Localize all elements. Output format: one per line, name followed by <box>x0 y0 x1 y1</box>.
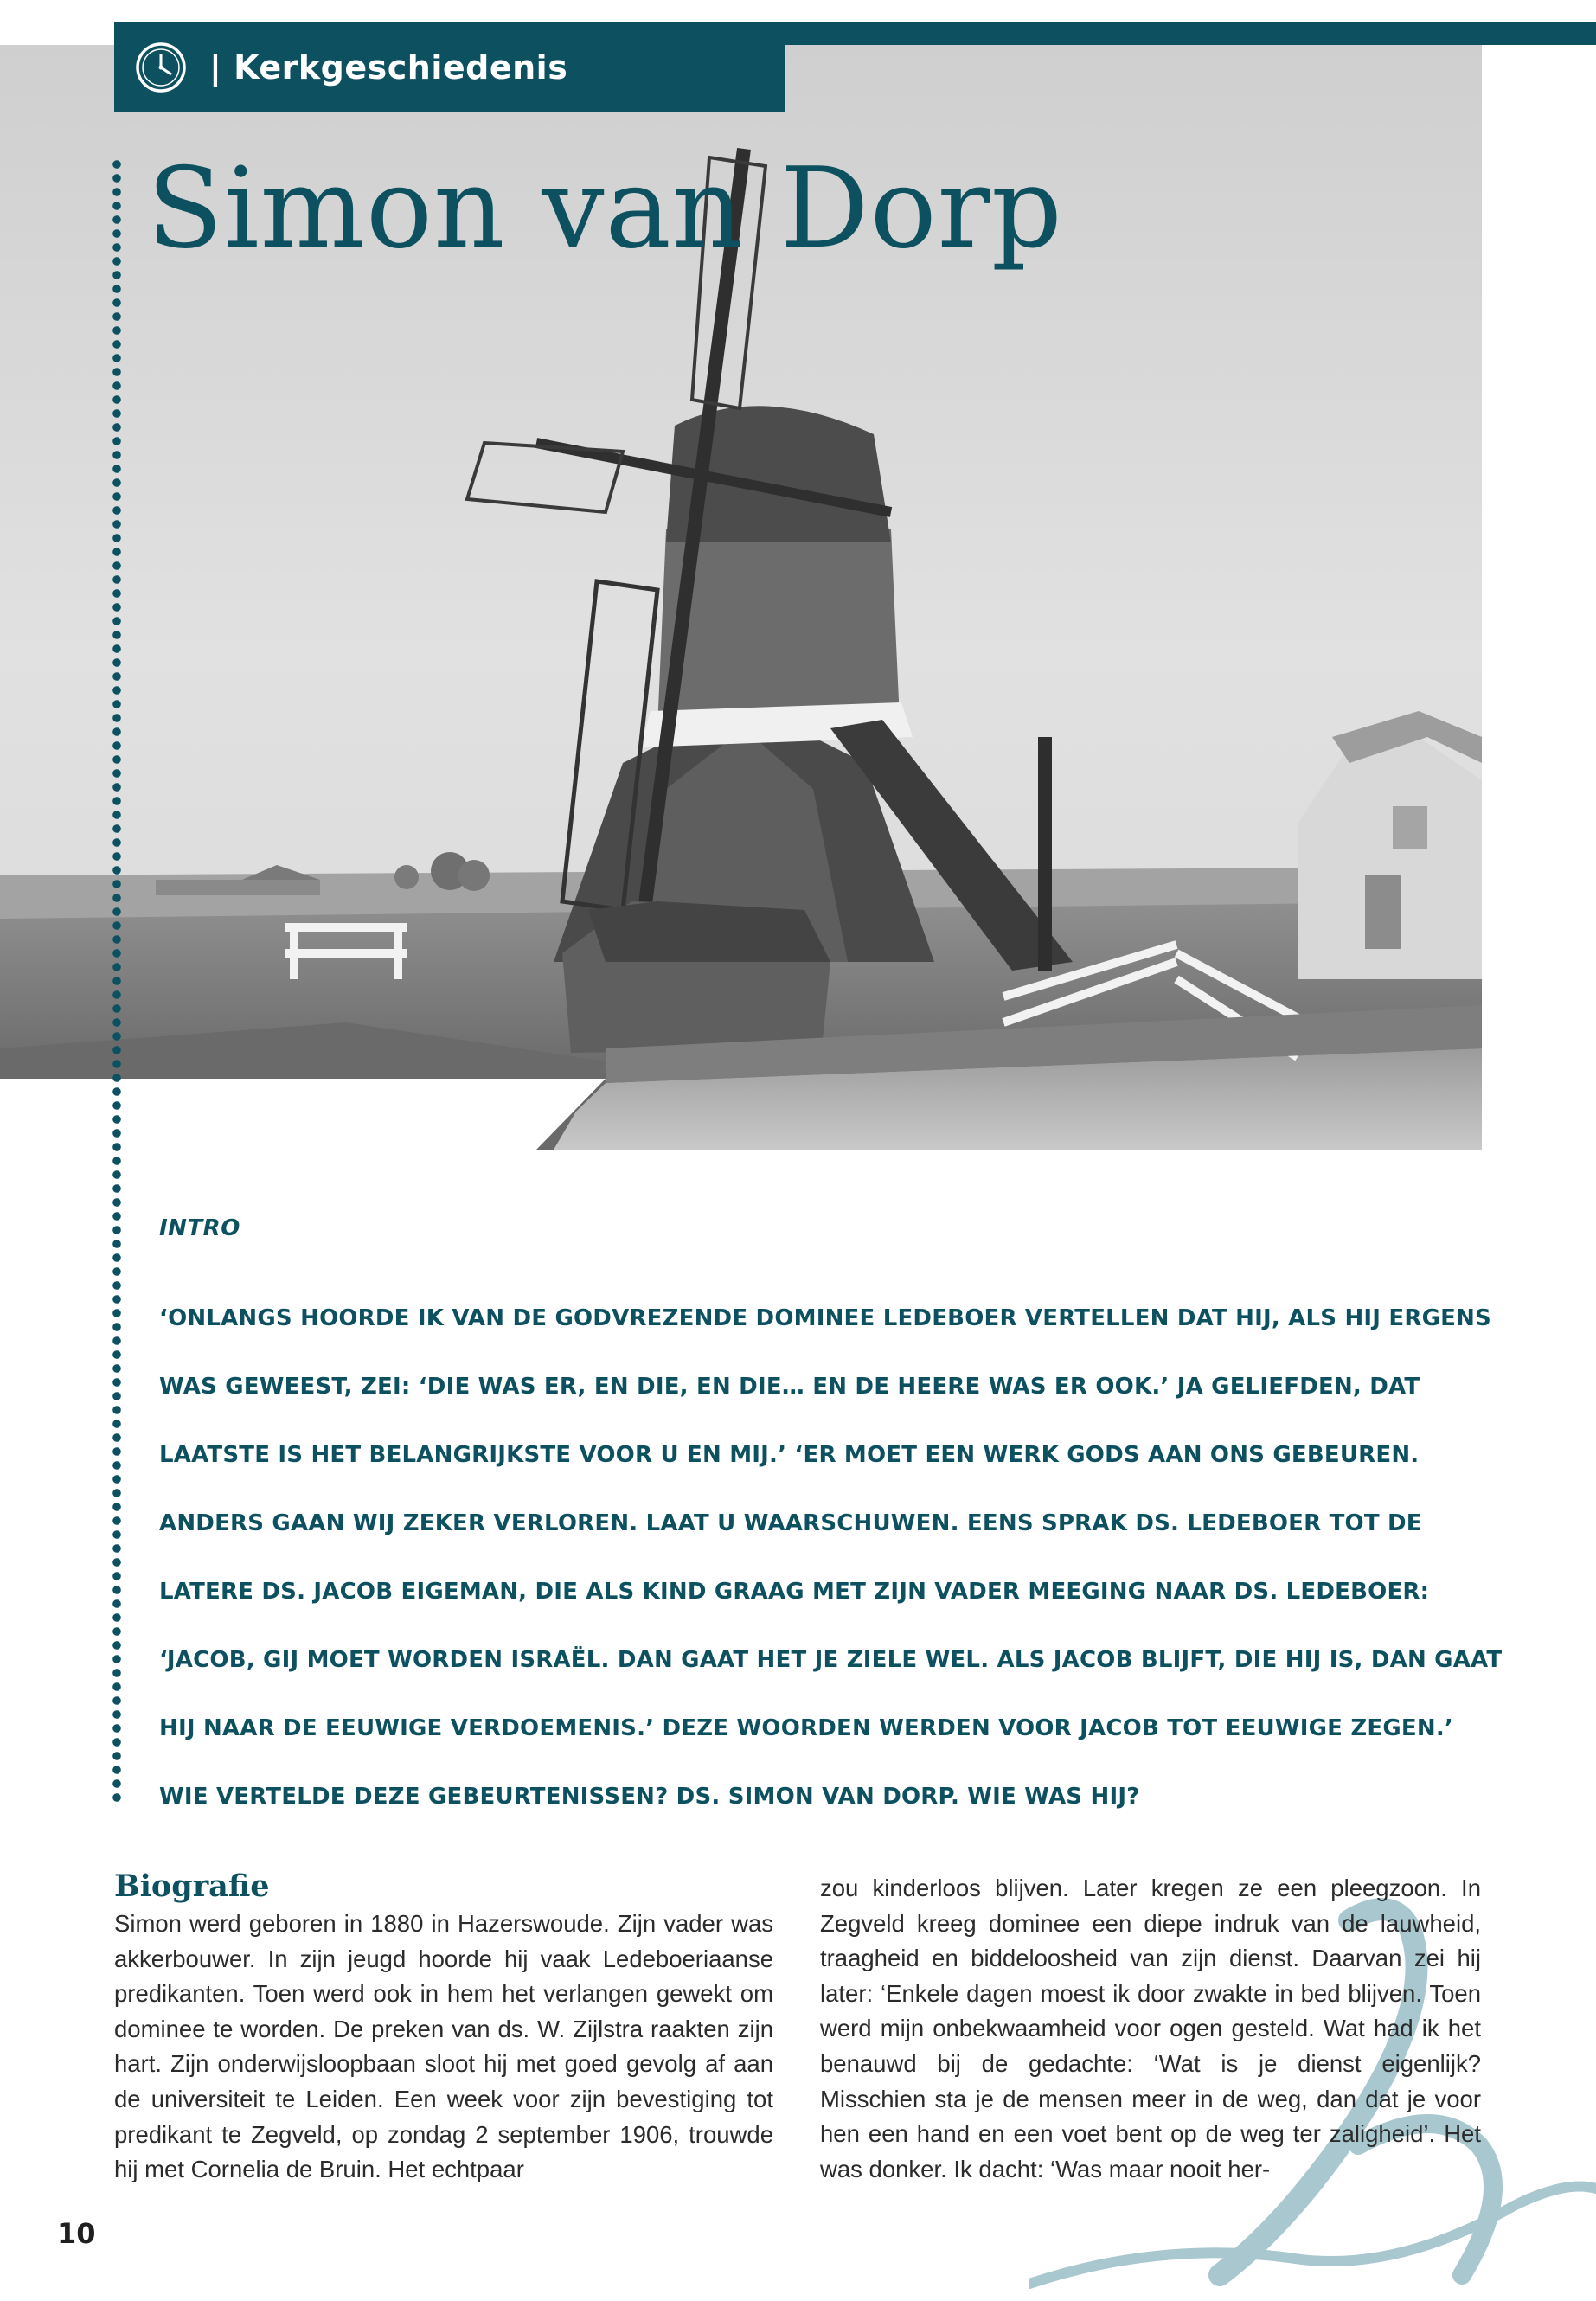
section-label: | Kerkgeschiedenis <box>209 48 568 87</box>
page-number: 10 <box>57 2217 96 2250</box>
article-title: Simon van Dorp <box>147 144 1063 273</box>
intro-heading: INTRO <box>159 1215 240 1241</box>
biografie-column-left: Simon werd geboren in 1880 in Hazerswoude. Zijn vader was akkerbouwer. In zijn jeugd hoorde hij vaak Ledeboeriaanse predikanten. Toen werd ook in hem het verlangen gewekt om dominee te worden. De preken van ds. W. Zijlstra raakten zijn hart. Zijn onderwijsloopbaan sloot hij met goed gevolg af aan de universiteit te Leiden. Een week voor zijn bevestiging tot predikant te Zegveld, op zondag 2 september 1906, trouwde hij met Cornelia de Bruin. Het echtpaar <box>114 1910 773 2183</box>
biografie-heading: Biografie <box>114 1868 270 1904</box>
intro-text: ‘ONLANGS HOORDE IK VAN DE GODVREZENDE DOMINEE LEDEBOER VERTELLEN DAT HIJ, ALS HIJ ERGENS WAS GEWEEST, ZEI: ‘DIE WAS ER, EN DIE, EN DIE… EN DE HEERE WAS ER OOK.’ JA GELIEFDEN, DAT LAATSTE IS HET BELANGRIJKSTE VOOR U EN MIJ.’ ‘ER MOET EEN WERK GODS AAN ONS GEBEUREN. ANDERS GAAN WIJ ZEKER VERLOREN. LAAT U WAARSCHUWEN. EENS SPRAK DS. LEDEBOER TOT DE LATERE DS. JACOB EIGEMAN, DIE ALS KIND GRAAG MET ZIJN VADER MEEGING NAAR DS. LEDEBOER: ‘JACOB, GIJ MOET WORDEN ISRAËL. DAN GAAT HET JE ZIELE WEL. ALS JACOB BLIJFT, DIE HIJ IS, DAN GAAT HIJ NAAR DE EEUWIGE VERDOEMENIS.’ DEZE WOORDEN WERDEN VOOR JACOB TOT EEUWIGE ZEGEN.’ WIE VERTELDE DEZE GEBEURTENISSEN? DS. SIMON VAN DORP. WIE WAS HIJ? <box>159 1305 1503 1810</box>
clock-icon <box>133 40 189 95</box>
dotted-rule <box>112 157 122 1803</box>
intro-block <box>159 1215 1509 1831</box>
biografie-column-right: zou kinderloos blijven. Later kregen ze een pleegzoon. In Zegveld kreeg dominee een diepe indruk van de lauwheid, traagheid en biddeloosheid van zijn dienst. Daarvan zei hij later: ‘Enkele dagen moest ik door zwakte in bed blijven. Toen werd mijn onbekwaamheid voor ogen gesteld. Wat had ik het benauwd bij de gedachte: ‘Wat is je dienst eigenlijk? Misschien sta je de mensen meer in de weg, dan dat je voor hen een hand en een voet bent op de weg ter zaligheid’. Het was donker. Ik dacht: ‘Was maar nooit her- <box>820 1875 1481 2182</box>
section-header <box>114 22 785 112</box>
